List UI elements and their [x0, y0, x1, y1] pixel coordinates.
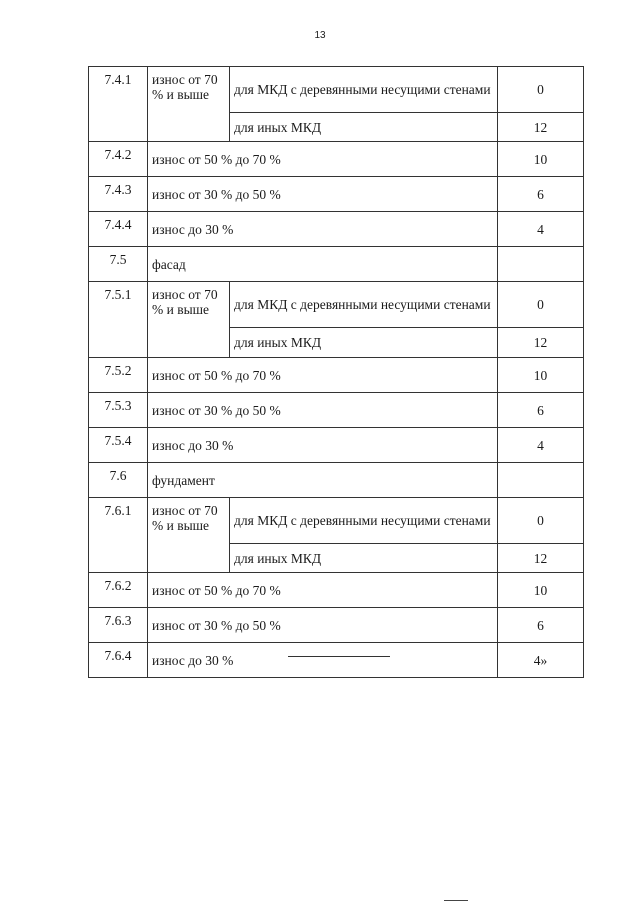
table-row [89, 67, 584, 113]
row-value: 10 [498, 358, 584, 393]
table-row [89, 212, 584, 247]
item-code: 7.4.2 [89, 142, 148, 177]
condition-cell: износ от 70 % и выше [148, 67, 230, 142]
row-label: износ до 30 % [148, 428, 498, 463]
condition-cell: износ от 70 % и выше [148, 282, 230, 358]
footer-mark [444, 900, 468, 901]
section-row [89, 247, 584, 282]
row-value: 10 [498, 142, 584, 177]
item-code: 7.6.3 [89, 608, 148, 643]
table-row [89, 428, 584, 463]
item-code: 7.5.3 [89, 393, 148, 428]
row-label: для МКД с деревянными несущими стенами [230, 498, 498, 544]
row-label: износ от 50 % до 70 % [148, 573, 498, 608]
row-label: износ от 30 % до 50 % [148, 608, 498, 643]
row-label: для МКД с деревянными несущими стенами [230, 282, 498, 328]
row-value: 0 [498, 498, 584, 544]
table-row [89, 498, 584, 544]
item-code: 7.5.1 [89, 282, 148, 358]
section-code: 7.6 [89, 463, 148, 498]
item-code: 7.6.4 [89, 643, 148, 678]
row-label: для МКД с деревянными несущими стенами [230, 67, 498, 113]
row-value: 0 [498, 67, 584, 113]
table-row [89, 282, 584, 328]
page-number: 13 [314, 30, 326, 41]
row-value: 6 [498, 177, 584, 212]
row-value: 12 [498, 328, 584, 358]
section-code: 7.5 [89, 247, 148, 282]
empty-value [498, 247, 584, 282]
section-title: фасад [148, 247, 498, 282]
row-label: износ от 50 % до 70 % [148, 358, 498, 393]
row-value: 6 [498, 393, 584, 428]
row-label: износ от 50 % до 70 % [148, 142, 498, 177]
section-title: фундамент [148, 463, 498, 498]
item-code: 7.4.3 [89, 177, 148, 212]
empty-value [498, 463, 584, 498]
row-label: для иных МКД [230, 328, 498, 358]
row-value: 12 [498, 544, 584, 573]
row-label: износ от 30 % до 50 % [148, 393, 498, 428]
item-code: 7.5.4 [89, 428, 148, 463]
table-row [89, 573, 584, 608]
row-label: износ от 30 % до 50 % [148, 177, 498, 212]
row-value: 10 [498, 573, 584, 608]
row-value: 6 [498, 608, 584, 643]
item-code: 7.6.1 [89, 498, 148, 573]
row-value: 0 [498, 282, 584, 328]
row-label: износ до 30 % [148, 212, 498, 247]
row-value: 12 [498, 113, 584, 142]
item-code: 7.5.2 [89, 358, 148, 393]
row-label: для иных МКД [230, 544, 498, 573]
row-value: 4» [498, 643, 584, 678]
condition-cell: износ от 70 % и выше [148, 498, 230, 573]
item-code: 7.4.1 [89, 67, 148, 142]
item-code: 7.6.2 [89, 573, 148, 608]
end-rule [288, 656, 390, 657]
table-row [89, 643, 584, 678]
row-value: 4 [498, 428, 584, 463]
row-value: 4 [498, 212, 584, 247]
row-label: износ до 30 % [148, 643, 498, 678]
rates-table [88, 66, 584, 678]
table-row [89, 177, 584, 212]
row-label: для иных МКД [230, 113, 498, 142]
table-row [89, 393, 584, 428]
table-row [89, 142, 584, 177]
table-row [89, 358, 584, 393]
section-row [89, 463, 584, 498]
table-row [89, 608, 584, 643]
item-code: 7.4.4 [89, 212, 148, 247]
